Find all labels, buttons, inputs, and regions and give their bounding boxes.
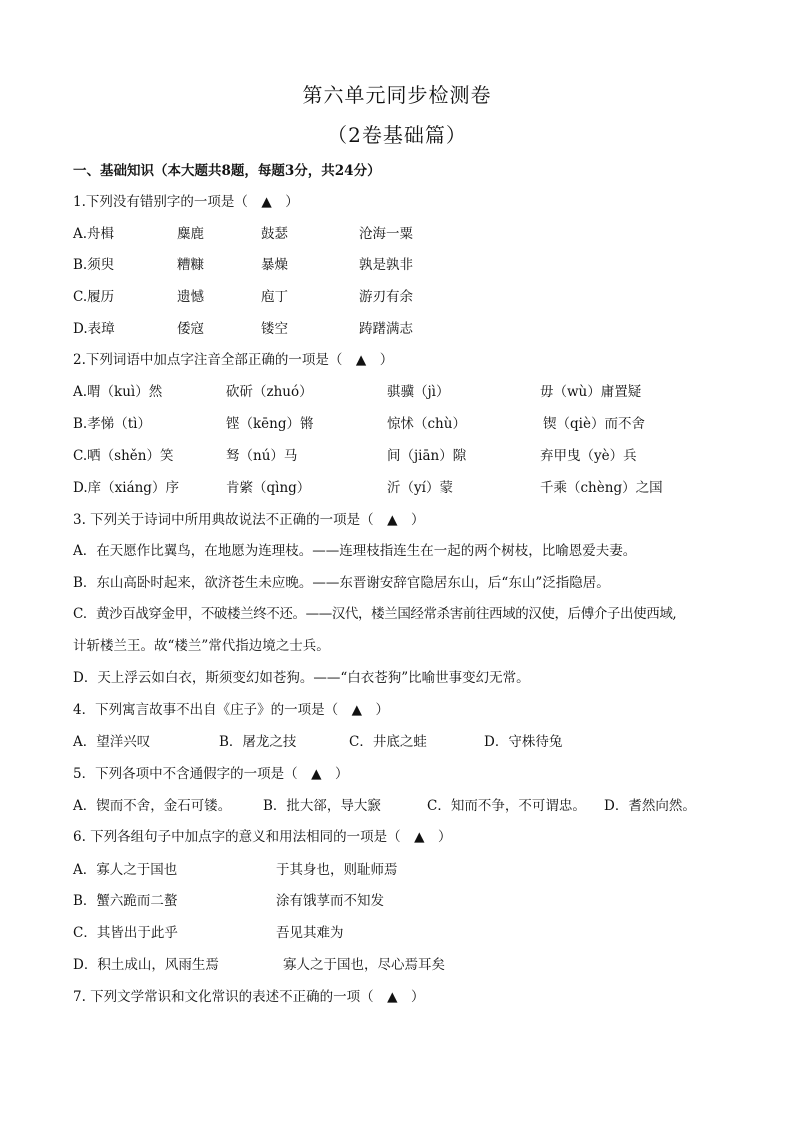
q3-option-d: D．天上浮云如白衣，斯须变幻如苍狗。——“白衣苍狗”比喻世事变幻无常。 [73, 670, 530, 686]
q3-stem: 3. 下列关于诗词中所用典故说法不正确的一项是（ ▲ ） [73, 512, 425, 528]
q6-b-1: B．蟹六跪而二螯 [73, 893, 178, 909]
q2-b-2: 铿（kēng）锵 [226, 416, 314, 432]
section-heading: 一、基础知识（本大题共8题，每题3分，共24分） [73, 163, 381, 179]
q6-d-1: D．积土成山，风雨生焉 [73, 957, 219, 973]
q2-a-3: 骐骥（jì） [387, 384, 450, 400]
q1-b-2: 糟糠 [177, 257, 204, 273]
q6-c-1: C．其皆出于此乎 [73, 925, 178, 941]
q4-option-d: D．守株待兔 [484, 734, 563, 750]
q2-a-1: A.喟（kuì）然 [73, 384, 163, 400]
q1-a-3: 鼓瑟 [261, 226, 288, 242]
q1-d-4: 踌躇满志 [359, 321, 413, 337]
q6-c-2: 吾见其难为 [276, 925, 344, 941]
q2-c-3: 间（jiān）隙 [387, 448, 467, 464]
q1-d-3: 镂空 [261, 321, 288, 337]
q1-d-2: 倭寇 [177, 321, 204, 337]
q4-stem: 4．下列寓言故事不出自《庄子》的一项是（ ▲ ） [73, 702, 389, 718]
q2-a-4: 毋（wù）庸置疑 [540, 384, 642, 400]
q2-c-1: C.哂（shěn）笑 [73, 448, 174, 464]
q1-c-2: 遗憾 [177, 289, 204, 305]
q2-stem: 2.下列词语中加点字注音全部正确的一项是（ ▲ ） [73, 352, 394, 368]
q1-b-4: 孰是孰非 [359, 257, 413, 273]
q2-d-1: D.庠（xiáng）序 [73, 480, 179, 496]
q1-b-1: B.须臾 [73, 257, 115, 273]
q6-a-2: 于其身也，则耻师焉 [276, 862, 398, 878]
q1-c-1: C.履历 [73, 289, 115, 305]
q1-c-3: 庖丁 [261, 289, 288, 305]
q5-option-d: D．耆然向然。 [604, 798, 696, 814]
q2-a-2: 砍斫（zhuó） [226, 384, 313, 400]
q2-b-1: B.孝悌（tì） [73, 416, 151, 432]
q4-option-b: B．屠龙之技 [219, 734, 297, 750]
q4-option-c: C．井底之蛙 [349, 734, 427, 750]
q5-option-b: B．批大郤，导大窾 [263, 798, 381, 814]
q2-b-3: 惊怵（chù） [387, 416, 466, 432]
q1-stem: 1.下列没有错别字的一项是（ ▲ ） [73, 194, 299, 210]
q6-d-2: 寡人之于国也，尽心焉耳矣 [283, 957, 445, 973]
doc-title: 第六单元同步检测卷 [302, 83, 492, 107]
q2-d-2: 肯綮（qìng） [226, 480, 311, 496]
q1-a-1: A.舟楫 [73, 226, 115, 242]
q2-d-4: 千乘（chèng）之国 [540, 480, 663, 496]
q3-option-b: B．东山高卧时起来，欲济苍生未应晚。——东晋谢安辞官隐居东山，后“东山”泛指隐居。 [73, 575, 610, 591]
q2-d-3: 沂（yí）蒙 [387, 480, 453, 496]
q1-d-1: D.表璋 [73, 321, 115, 337]
q5-option-a: A．锲而不舍，金石可镂。 [73, 798, 232, 814]
doc-subtitle: （2卷基础篇） [327, 123, 467, 147]
q2-b-4: 锲（qiè）而不舍 [543, 416, 645, 432]
q6-a-1: A．寡人之于国也 [73, 862, 178, 878]
q7-stem: 7. 下列文学常识和文化常识的表述不正确的一项（ ▲ ） [73, 989, 425, 1005]
q2-c-4: 弃甲曳（yè）兵 [540, 448, 637, 464]
q5-option-c: C．知而不争，不可谓忠。 [427, 798, 586, 814]
q3-option-a: A．在天愿作比翼鸟，在地愿为连理枝。——连理枝指连生在一起的两个树枝，比喻恩爱夫妻。 [73, 543, 637, 559]
q3-option-c-line2: 计斩楼兰王。故“楼兰”常代指边境之士兵。 [73, 638, 330, 654]
q2-c-2: 驽（nú）马 [226, 448, 298, 464]
q1-a-4: 沧海一粟 [359, 226, 413, 242]
q3-option-c-line1: C．黄沙百战穿金甲，不破楼兰终不还。——汉代，楼兰国经常杀害前往西域的汉使，后傅介子出使西域, [73, 606, 677, 622]
q1-a-2: 麋鹿 [177, 226, 204, 242]
q6-stem: 6. 下列各组句子中加点字的意义和用法相同的一项是（ ▲ ） [73, 829, 452, 845]
q1-c-4: 游刃有余 [359, 289, 413, 305]
q4-option-a: A．望洋兴叹 [73, 734, 151, 750]
q5-stem: 5．下列各项中不含通假字的一项是（ ▲ ） [73, 766, 349, 782]
q1-b-3: 暴燥 [261, 257, 288, 273]
q6-b-2: 涂有饿莩而不知发 [276, 893, 384, 909]
